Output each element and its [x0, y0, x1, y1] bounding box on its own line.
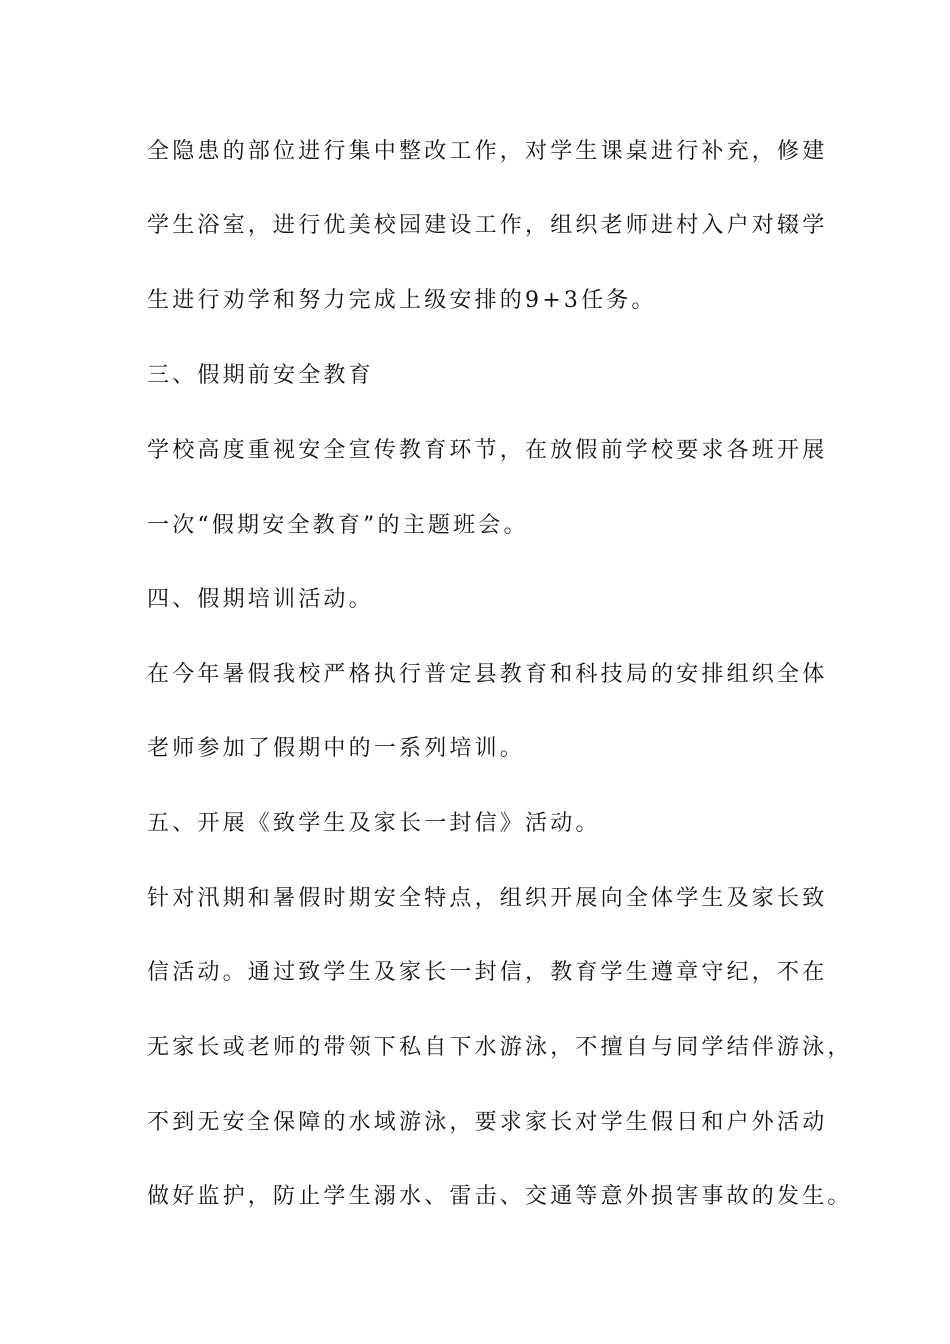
paragraph-line-4: 学校高度重视安全宣传教育环节，在放假前学校要求各班开展 [147, 438, 828, 463]
paragraph-line-11: 不到无安全保障的水域游泳，要求家长对学生假日和户外活动 [147, 1110, 828, 1135]
paragraph-line-10: 无家长或老师的带领下私自下水游泳，不擅自与同学结伴游泳， [147, 1035, 853, 1060]
section-heading-5: 五、开展《致学生及家长一封信》活动。 [147, 811, 601, 836]
paragraph-line-12: 做好监护，防止学生溺水、雷击、交通等意外损害事故的发生。 [147, 1184, 853, 1209]
paragraph-line-7: 老师参加了假期中的一系列培训。 [147, 736, 526, 761]
paragraph-line-2: 学生浴室，进行优美校园建设工作，组织老师进村入户对辍学 [147, 213, 828, 238]
section-heading-4: 四、假期培训活动。 [147, 587, 374, 612]
section-heading-3: 三、假期前安全教育 [147, 363, 374, 388]
paragraph-line-6: 在今年暑假我校严格执行普定县教育和科技局的安排组织全体 [147, 662, 828, 687]
paragraph-line-9: 信活动。通过致学生及家长一封信，教育学生遵章守纪，不在 [147, 960, 828, 985]
paragraph-line-5: 一次“假期安全教育”的主题班会。 [147, 513, 529, 538]
paragraph-line-1: 全隐患的部位进行集中整改工作，对学生课桌进行补充，修建 [147, 139, 828, 164]
paragraph-line-8: 针对汛期和暑假时期安全特点，组织开展向全体学生及家长致 [147, 886, 828, 911]
paragraph-line-3: 生进行劝学和努力完成上级安排的9+3任务。 [147, 288, 657, 313]
